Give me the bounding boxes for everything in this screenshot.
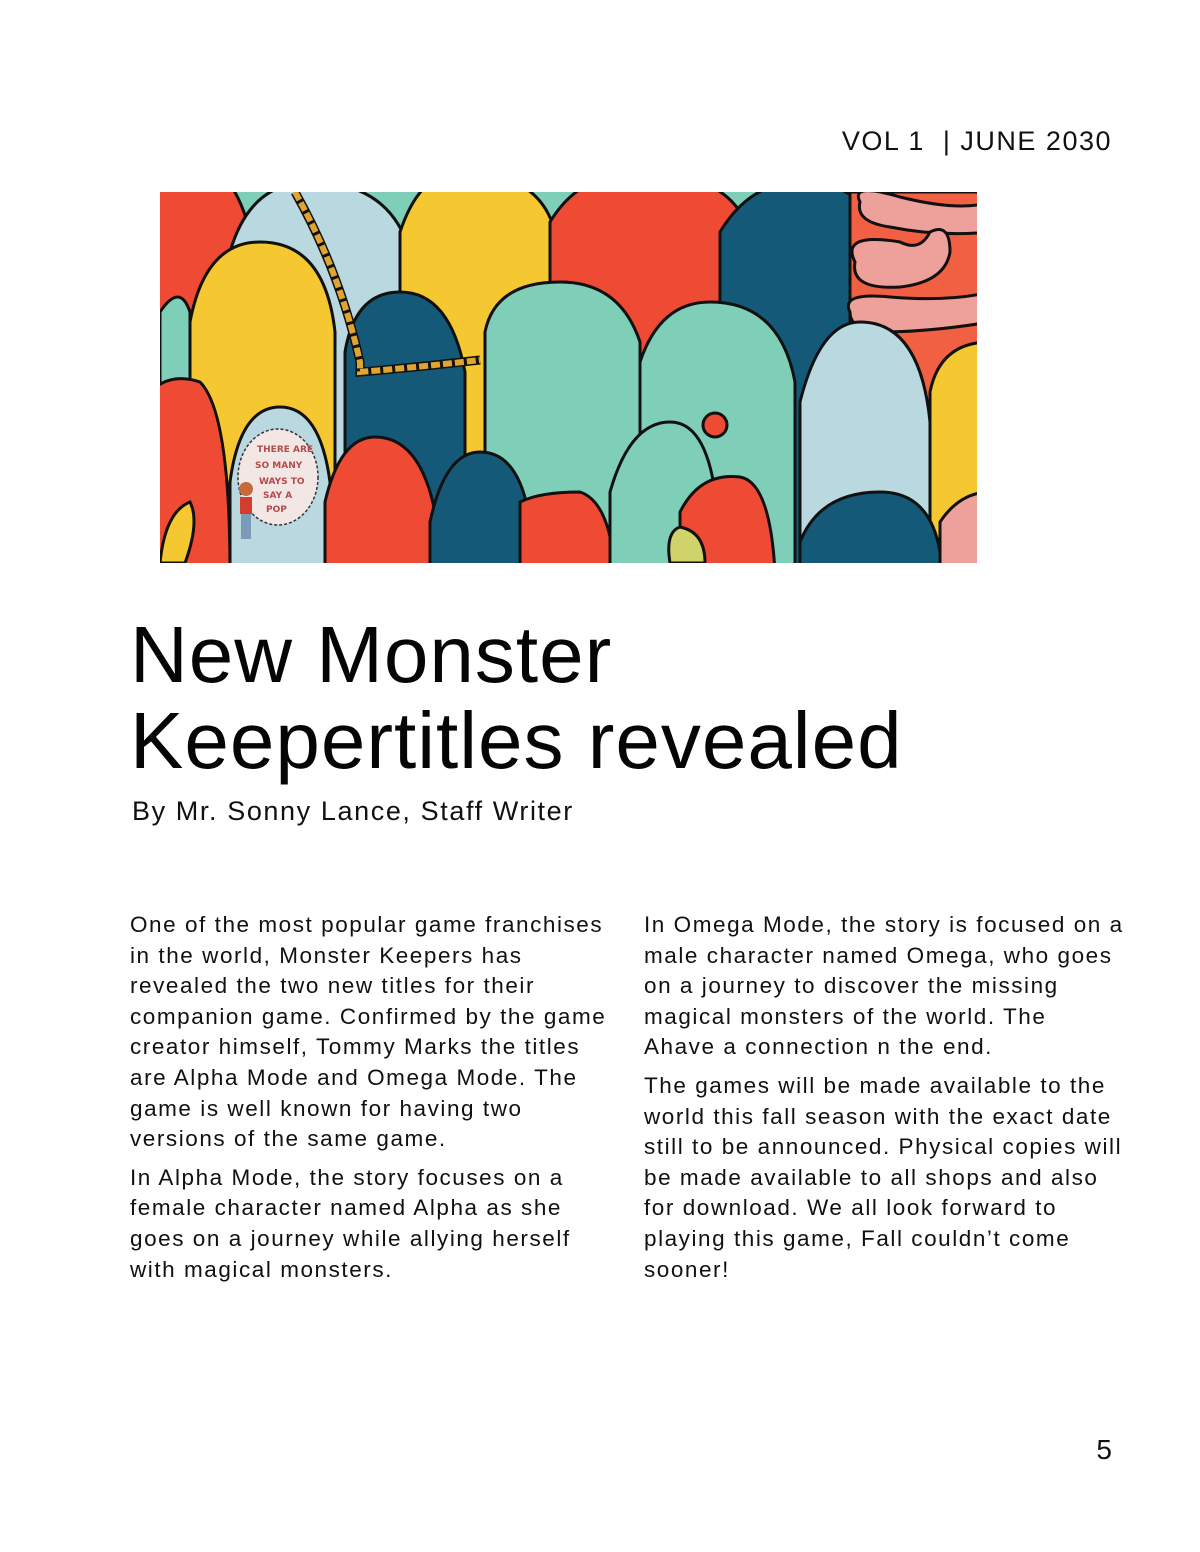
paragraph: In Omega Mode, the story is focused on a male character named Omega, who goes on a journey to discover the missing magical monsters of the world. The Ahave a connection n the end. bbox=[644, 912, 1124, 1060]
svg-text:SAY A: SAY A bbox=[263, 491, 293, 501]
article-column-left bbox=[130, 910, 610, 1293]
paragraph: The games will be made available to the world this fall season with the exact date still to be announced. Physical copies will be made available to all shops and also for download. We all look forward to playing this game, Fall couldn’t come sooner! bbox=[644, 1072, 1123, 1282]
hero-image bbox=[160, 192, 977, 563]
article-headline bbox=[130, 612, 1130, 784]
page-number: 5 bbox=[1096, 1434, 1112, 1465]
mural-illustration bbox=[160, 192, 977, 563]
paragraph: One of the most popular game franchises in the world, Monster Keepers has revealed the two new titles for their companion game. Confirmed by the game creator himself, Tommy Marks the titles are Alpha Mode and Omega Mode. The game is well known for having two versions of the same game. bbox=[130, 912, 607, 1152]
issue-date: VOL 1 | JUNE 2030 bbox=[841, 126, 1112, 156]
article-column-right bbox=[644, 910, 1124, 1293]
headline-line-1: New Monster bbox=[130, 610, 613, 699]
svg-text:POP: POP bbox=[266, 505, 287, 515]
byline: By Mr. Sonny Lance, Staff Writer bbox=[132, 796, 574, 826]
svg-text:SO MANY: SO MANY bbox=[255, 461, 303, 471]
paragraph: In Alpha Mode, the story focuses on a female character named Alpha as she goes on a journey while allying herself with magical monsters. bbox=[130, 1164, 571, 1282]
headline-line-2: Keepertitles revealed bbox=[130, 696, 903, 785]
svg-text:THERE ARE: THERE ARE bbox=[257, 445, 314, 455]
svg-text:WAYS TO: WAYS TO bbox=[259, 477, 305, 487]
